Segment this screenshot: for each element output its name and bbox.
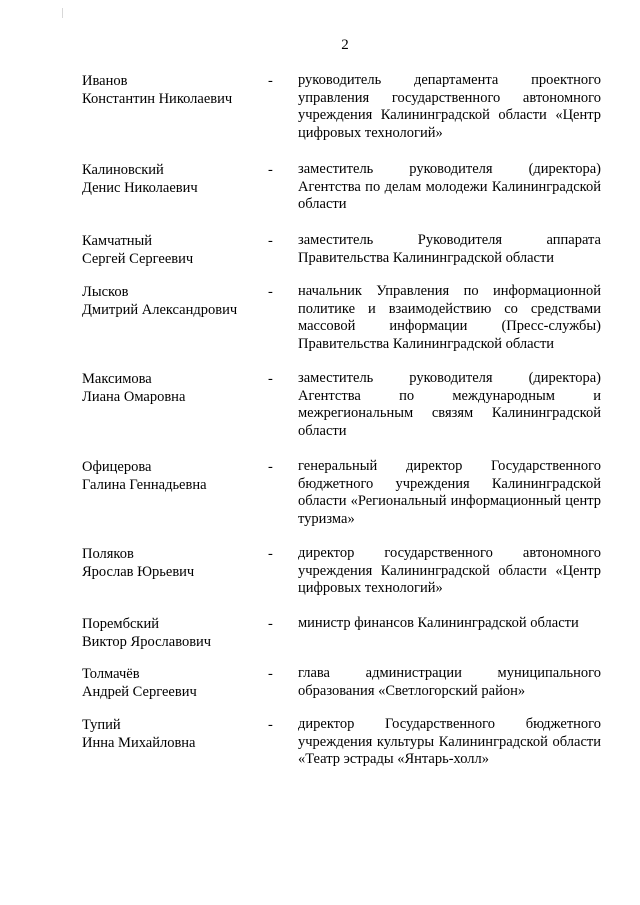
surname: Порембский xyxy=(82,616,159,632)
given-name: Лиана Омаровна xyxy=(82,389,186,405)
person-name xyxy=(82,545,262,581)
dash-separator: - xyxy=(268,666,273,682)
given-name: Инна Михайловна xyxy=(82,735,196,751)
person-name xyxy=(82,283,262,319)
dash-separator: - xyxy=(268,162,273,178)
surname: Иванов xyxy=(82,73,128,89)
dash-separator: - xyxy=(268,616,273,632)
surname: Офицерова xyxy=(82,459,152,475)
dash-separator: - xyxy=(268,73,273,89)
dash-separator: - xyxy=(268,371,273,387)
surname: Калиновский xyxy=(82,162,164,178)
given-name: Галина Геннадьевна xyxy=(82,477,207,493)
surname: Лысков xyxy=(82,284,129,300)
dash-separator: - xyxy=(268,546,273,562)
surname: Поляков xyxy=(82,546,134,562)
dash-separator: - xyxy=(268,284,273,300)
position-text: директор Государственного бюджетного учреждения культуры Калининградской области «Театр эстрады «Янтарь-холл» xyxy=(298,716,601,768)
person-name xyxy=(82,232,262,268)
position-text: начальник Управления по информационной политике и взаимодействию со средствами массовой информации (Пресс-службы) Правительства Калининградской области xyxy=(298,283,601,352)
position-text: генеральный директор Государственного бюджетного учреждения Калининградской области «Региональный информационный центр туризма» xyxy=(298,458,601,527)
surname: Толмачёв xyxy=(82,666,140,682)
given-name: Андрей Сергеевич xyxy=(82,684,197,700)
position-text: глава администрации муниципального образования «Светлогорский район» xyxy=(298,665,601,699)
given-name: Константин Николаевич xyxy=(82,91,233,107)
position-text: заместитель руководителя (директора) Агентства по делам молодежи Калининградской области xyxy=(298,161,601,213)
position-text: заместитель руководителя (директора) Агентства по международным и межрегиональным связям Калининградской области xyxy=(298,370,601,439)
position-text: министр финансов Калининградской области xyxy=(298,615,579,631)
position-text: руководитель департамента проектного управления государственного автономного учреждения Калининградской области «Центр цифровых технологий» xyxy=(298,72,601,141)
person-name xyxy=(82,716,262,752)
person-name xyxy=(82,161,262,197)
given-name: Дмитрий Александрович xyxy=(82,302,238,318)
person-name xyxy=(82,370,262,406)
surname: Максимова xyxy=(82,371,152,387)
scan-mark xyxy=(62,8,63,18)
person-name xyxy=(82,458,262,494)
dash-separator: - xyxy=(268,717,273,733)
given-name: Сергей Сергеевич xyxy=(82,251,194,267)
given-name: Денис Николаевич xyxy=(82,180,198,196)
surname: Камчатный xyxy=(82,233,153,249)
page-number: 2 xyxy=(341,37,349,53)
surname: Тупий xyxy=(82,717,121,733)
person-name xyxy=(82,615,262,651)
dash-separator: - xyxy=(268,459,273,475)
person-name xyxy=(82,665,262,701)
position-text: директор государственного автономного учреждения Калининградской области «Центр цифровых технологий» xyxy=(298,545,601,597)
person-name xyxy=(82,72,262,108)
dash-separator: - xyxy=(268,233,273,249)
given-name: Виктор Ярославович xyxy=(82,634,212,650)
given-name: Ярослав Юрьевич xyxy=(82,564,195,580)
position-text: заместитель Руководителя аппарата Правительства Калининградской области xyxy=(298,232,601,266)
